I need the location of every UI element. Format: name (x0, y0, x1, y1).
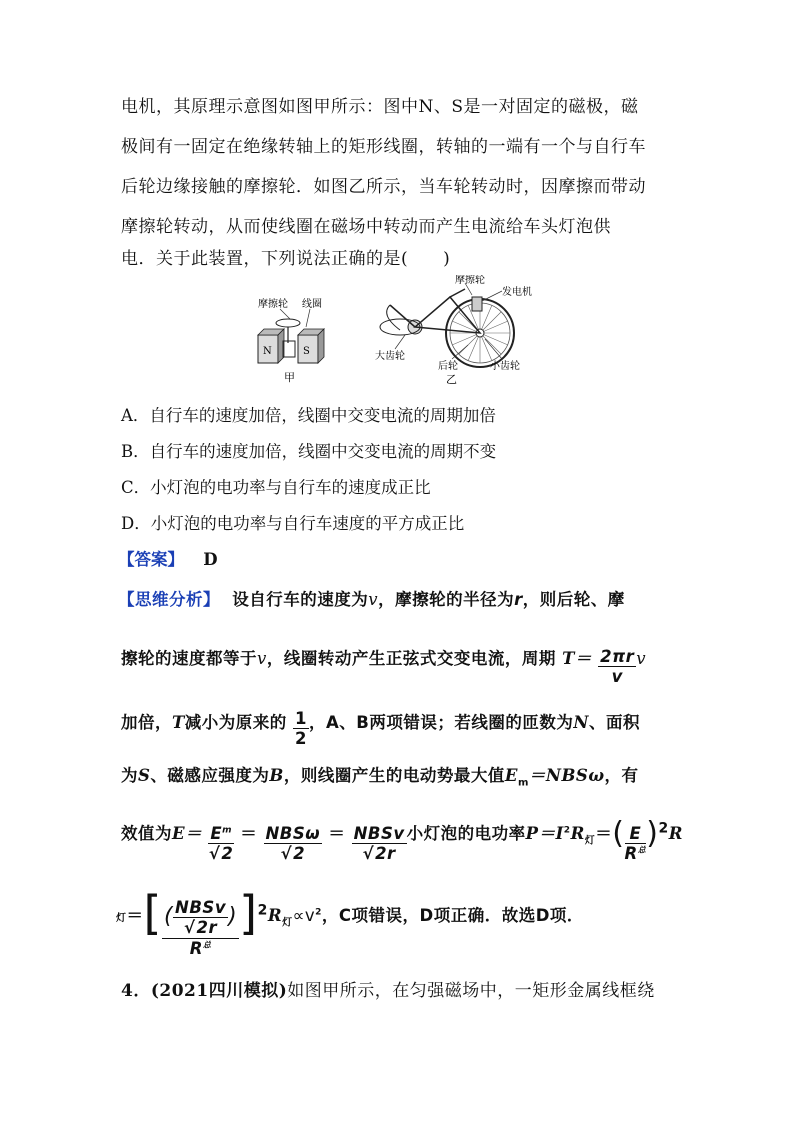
analysis-line-2 (121, 640, 647, 687)
analysis-text: ，有 (604, 766, 639, 785)
superscript-2: 2 (658, 820, 669, 837)
yi-big-gear-label: 大齿轮 (375, 351, 405, 362)
option-a (121, 402, 496, 426)
problem-line-5: 电．关于此装置，下列说法正确的是( ) (121, 249, 451, 269)
frac-num: NBSv (353, 824, 405, 844)
option-letter: D． (121, 514, 151, 533)
analysis-line-4 (121, 762, 639, 788)
fraction-one-half (293, 710, 309, 749)
var-v: v (368, 590, 379, 609)
jia-pole-s: S (303, 346, 310, 357)
analysis-text: 减小为原来的 (184, 712, 287, 732)
var-R: R (668, 824, 683, 843)
figure-jia (258, 297, 324, 384)
jia-wheel-label: 摩擦轮 (258, 299, 288, 310)
problem-text: 如图甲所示，在匀强磁场中，一矩形金属线框绕 (287, 981, 655, 1001)
jia-coil-label: 线圈 (302, 299, 322, 310)
var-R: R (267, 906, 283, 925)
proportional-expr: ∝v (292, 906, 316, 925)
frac-num: 1 (295, 709, 308, 728)
superscript-2: 2 (315, 907, 322, 918)
option-d (121, 510, 464, 534)
equals: ＝ (595, 824, 613, 843)
analysis-text: ，则后轮、摩 (522, 590, 625, 609)
subscript-lamp: 灯 (116, 913, 127, 924)
frac-num: NBSω (265, 824, 321, 844)
problem-line-4: 摩擦轮转动，从而使线圈在磁场中转动而产生电流给车头灯泡供 (121, 217, 611, 237)
fraction-nbsv-over-root2r-inner: $\frac{\text{NBSv}}{√2r}$ (175, 897, 227, 937)
period-T: T (172, 712, 185, 732)
frac-den: 2 (221, 844, 234, 864)
analysis-text: 加倍， (121, 712, 172, 732)
frac-num: E (625, 825, 647, 844)
option-c (121, 474, 431, 498)
answer-tag: 【答案】 (118, 550, 184, 569)
yi-generator-label: 发电机 (502, 287, 532, 298)
fraction-nbsv-over-root2r: $\frac{\text{NBSv}}{√2r}$ (353, 824, 405, 864)
fraction-2pir-over-v (598, 648, 636, 687)
var-v: v (636, 648, 647, 668)
analysis-text: ，A、B两项错误；若线圈的匝数为 (309, 712, 574, 732)
equals: ＝ (328, 824, 346, 843)
subscript-lamp: 灯 (282, 917, 293, 929)
frac-num: NBSv (175, 897, 227, 917)
frac-den: 2 (293, 844, 306, 864)
answer-line (118, 546, 218, 570)
option-letter: A． (121, 406, 150, 425)
next-problem-line (121, 976, 655, 1001)
fraction-emf-over-r-total: ( $\frac{\text{NBSv}}{√2r}$ ) $R^总$ (163, 897, 238, 958)
emf-max-expr: ＝NBSω (528, 766, 605, 785)
problem-source: (2021四川模拟) (150, 981, 288, 1001)
generator-figure (240, 275, 560, 390)
option-text: 小灯泡的电功率与自行车速度的平方成正比 (150, 514, 465, 533)
var-R: R (570, 824, 585, 843)
superscript-2: 2 (257, 902, 268, 919)
var-S: S (138, 766, 151, 785)
frac-den: 2 (295, 729, 308, 749)
analysis-text: ，则线圈产生的电动势最大值 (283, 766, 505, 785)
analysis-line-6: 灯＝[ ( $\frac{\text{NBSv}}{√2r}$ ) $R^总$ ]$^2R_灯\propto v^2$，C项错误，D项正确．故选D项． (116, 886, 584, 958)
frac-den: R (189, 938, 203, 958)
yi-wheel-label: 摩擦轮 (455, 275, 485, 286)
frac-den: 2r (196, 917, 218, 937)
analysis-line-1 (118, 586, 625, 610)
equals: ＝ (126, 906, 144, 925)
analysis-text: 、磁感应强度为 (150, 766, 270, 785)
figure-yi (375, 275, 532, 386)
analysis-text: ，线圈转动产生正弦式交变电流，周期 (266, 648, 556, 668)
answer-value: D (203, 550, 218, 569)
option-b (121, 438, 496, 462)
frac-den: 2r (375, 844, 396, 864)
analysis-text: 为 (121, 766, 138, 785)
analysis-text: ，C项错误，D项正确．故选D项． (321, 906, 584, 925)
superscript-total: 总 (202, 940, 212, 950)
fraction-em-over-root2: $\frac{E^m}{√2}$ (208, 824, 234, 864)
var-B: B (269, 766, 284, 785)
var-N: N (573, 712, 589, 732)
problem-number: 4． (121, 981, 151, 1001)
var-r: r (514, 590, 523, 609)
option-letter: C． (121, 478, 151, 497)
analysis-text: 小灯泡的电功率 (406, 824, 526, 843)
problem-line-3: 后轮边缘接触的摩擦轮．如图乙所示，当车轮转动时，因摩擦而带动 (121, 177, 646, 197)
jia-caption: 甲 (284, 371, 295, 384)
frac-den: R (624, 844, 638, 864)
subscript-lamp: 灯 (584, 835, 596, 847)
var-E: E＝ (172, 824, 203, 843)
frac-num: 2πr (600, 647, 635, 666)
frac-num: E (210, 824, 223, 844)
analysis-text: 设自行车的速度为 (232, 590, 369, 609)
option-text: 小灯泡的电功率与自行车的速度成正比 (150, 478, 431, 497)
analysis-text: ，摩擦轮的半径为 (378, 590, 515, 609)
yi-rear-label: 后轮 (438, 361, 458, 372)
option-letter: B． (121, 442, 150, 461)
jia-pole-n: N (263, 346, 272, 357)
period-T: T＝ (562, 648, 592, 668)
yi-caption: 乙 (446, 373, 457, 386)
problem-line-1: 电机，其原理示意图如图甲所示：图中N、S是一对固定的磁极，磁 (121, 97, 639, 117)
option-text: 自行车的速度加倍，线圈中交变电流的周期不变 (149, 442, 497, 461)
equals: ＝ (240, 824, 258, 843)
subscript-m: m (517, 777, 529, 789)
analysis-line-5: 效值为E＝ $\frac{E^m}{√2}$ ＝ $\frac{\text{NBSω}}{√2}$ ＝ $\frac{\text{NBSv}}{√2r}$ 小灯泡的电功率$P=I^2R_灯=$( $\frac{E}{R^总}$ )$^2$R (121, 816, 683, 864)
fraction-e-over-r (625, 825, 647, 864)
frac-den: v (611, 667, 623, 687)
superscript-2: 2 (563, 825, 571, 836)
analysis-text: 擦轮的速度都等于 (121, 648, 257, 668)
problem-line-2: 极间有一固定在绝缘转轴上的矩形线圈，转轴的一端有一个与自行车 (121, 137, 646, 157)
option-text: 自行车的速度加倍，线圈中交变电流的周期加倍 (149, 406, 496, 425)
superscript-total: 总 (637, 845, 647, 855)
analysis-text: 效值为 (121, 824, 172, 843)
analysis-text: 、面积 (588, 712, 640, 732)
fraction-nbsw-over-root2: $\frac{\text{NBSω}}{√2}$ (265, 824, 321, 864)
analysis-tag: 【思维分析】 (118, 590, 220, 609)
yi-small-gear-label: 小齿轮 (490, 361, 520, 372)
power-P: P＝I (525, 824, 564, 843)
analysis-line-3 (121, 704, 640, 749)
var-v: v (257, 648, 267, 668)
superscript-m: m (222, 825, 232, 836)
var-E: E (504, 766, 518, 785)
